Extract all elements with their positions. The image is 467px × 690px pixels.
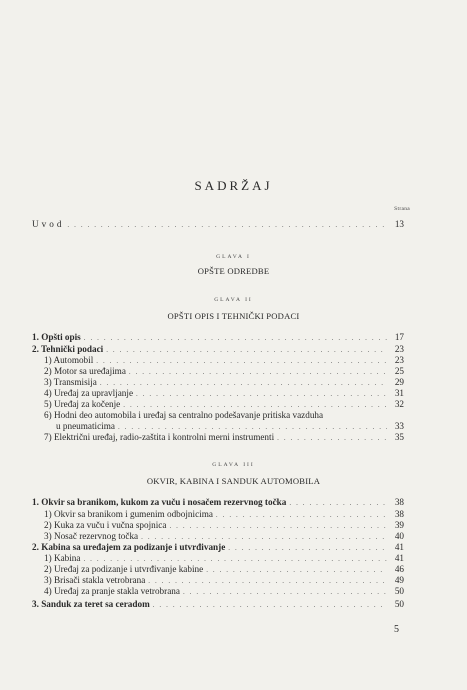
chapter-title: OPŠTE ODREDBE bbox=[197, 266, 270, 276]
toc-entry bbox=[44, 432, 404, 444]
page-number: 5 bbox=[394, 624, 399, 635]
contents-heading: SADRŽAJ bbox=[194, 178, 273, 193]
toc-entry-page: 17 bbox=[394, 332, 404, 342]
toc-entry-page: 41 bbox=[394, 553, 404, 563]
toc-entry-uvod bbox=[32, 219, 404, 231]
toc-entry-page: 23 bbox=[394, 355, 404, 365]
toc-entry-page: 46 bbox=[394, 564, 404, 574]
toc-entry-page: 23 bbox=[394, 344, 404, 354]
toc-entry-page: 33 bbox=[394, 421, 404, 431]
chapter-title: OPŠTI OPIS I TEHNIČKI PODACI bbox=[167, 311, 300, 321]
toc-entry-page: 38 bbox=[394, 497, 404, 507]
toc-entry bbox=[32, 332, 404, 344]
toc-entry-text: 1) Kabina bbox=[44, 553, 81, 563]
toc-entry-page: 39 bbox=[394, 520, 404, 530]
toc-entry-text: 2. Kabina sa uređajem za podizanje i utvrđivanje bbox=[32, 542, 226, 552]
toc-entry-text: 2) Kuka za vuču i vučna spojnica bbox=[44, 520, 167, 530]
toc-entry-text: 3. Sanduk za teret sa ceradom bbox=[32, 599, 150, 609]
leader-dots bbox=[67, 220, 387, 231]
toc-entry-page: 35 bbox=[394, 432, 404, 442]
toc-entry-text: 2) Uređaj za podizanje i utvrđivanje kabine bbox=[44, 564, 204, 574]
toc-entry-text: 5) Uređaj za kočenje bbox=[44, 399, 121, 409]
toc-entry-text: 1) Automobil bbox=[44, 355, 94, 365]
toc-entry-page: 50 bbox=[394, 586, 404, 596]
toc-entry-text: 4) Uređaj za upravljanje bbox=[44, 388, 134, 398]
chapter-title: OKVIR, KABINA I SANDUK AUTOMOBILA bbox=[146, 476, 321, 486]
toc-entry-text: 1. Opšti opis bbox=[32, 332, 81, 342]
toc-entry-text: 2. Tehnički podaci bbox=[32, 344, 104, 354]
toc-entry-text: 7) Električni uređaj, radio-zaštita i kontrolni merni instrumenti bbox=[44, 432, 275, 442]
toc-entry-page: 38 bbox=[394, 509, 404, 519]
toc-entry-text: 1. Okvir sa branikom, kukom za vuču i nosačem rezervnog točka bbox=[32, 497, 287, 507]
toc-entry-text: 1) Okvir sa branikom i gumenim odbojnicima bbox=[44, 509, 213, 519]
toc-entry-text: Uvod bbox=[32, 219, 65, 229]
toc-entry-page: 25 bbox=[394, 366, 404, 376]
chapter-label: GLAVA III bbox=[212, 462, 255, 468]
leader-dots bbox=[153, 600, 387, 611]
toc-entry-page: 13 bbox=[394, 219, 404, 229]
chapter-label: GLAVA I bbox=[216, 254, 251, 260]
toc-entry-text: u pneumaticima bbox=[56, 421, 115, 431]
toc-entry-page: 32 bbox=[394, 399, 404, 409]
toc-entry bbox=[32, 599, 404, 611]
leader-dots bbox=[183, 587, 387, 598]
toc-entry-page: 31 bbox=[394, 388, 404, 398]
toc-entry-text: 3) Brisači stakla vetrobrana bbox=[44, 575, 146, 585]
toc-entry-text: 4) Uređaj za pranje stakla vetrobrana bbox=[44, 586, 180, 596]
toc-entry-text: 6) Hodni deo automobila i uređaj sa centralno podešavanje pritiska vazduha bbox=[44, 410, 324, 420]
toc-entry-text: 2) Motor sa uređajima bbox=[44, 366, 126, 376]
toc-entry-page: 50 bbox=[394, 599, 404, 609]
chapter-label: GLAVA II bbox=[214, 297, 253, 303]
toc-entry bbox=[32, 497, 404, 509]
toc-entry-page: 49 bbox=[394, 575, 404, 585]
toc-entry-page: 29 bbox=[394, 377, 404, 387]
leader-dots bbox=[84, 333, 387, 344]
toc-entry-text: 3) Transmisija bbox=[44, 377, 97, 387]
page-column-label: Strana bbox=[394, 206, 410, 212]
toc-entry-text: 3) Nosač rezervnog točka bbox=[44, 531, 139, 541]
leader-dots bbox=[289, 498, 387, 509]
leader-dots bbox=[277, 433, 387, 444]
toc-entry-page: 41 bbox=[394, 542, 404, 552]
toc-entry bbox=[44, 586, 404, 598]
toc-entry-page: 40 bbox=[394, 531, 404, 541]
